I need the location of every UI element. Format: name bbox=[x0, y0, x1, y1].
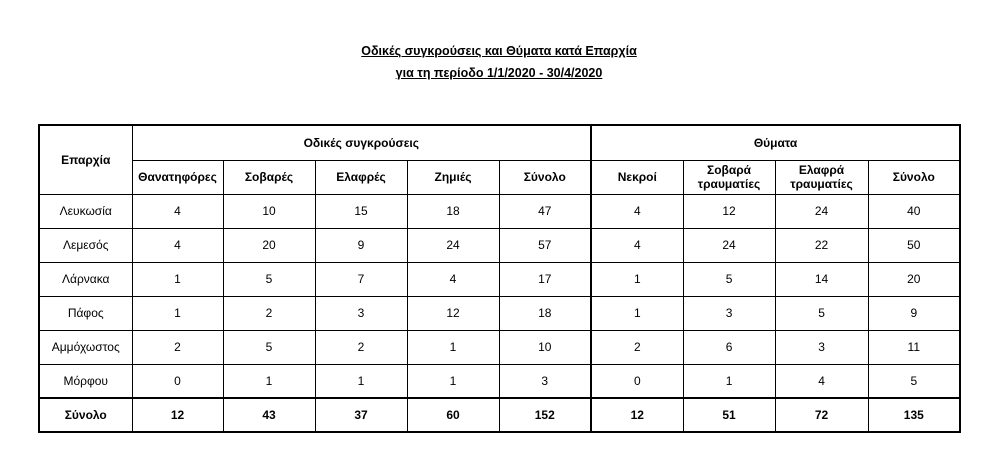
cell-serious: 5 bbox=[223, 330, 315, 364]
cell-slightly-injured: 4 bbox=[775, 364, 868, 398]
cell-serious: 10 bbox=[223, 194, 315, 228]
cell-slightly-injured: 14 bbox=[775, 262, 868, 296]
cell-killed: 2 bbox=[591, 330, 683, 364]
cell-collisions-total: 17 bbox=[499, 262, 591, 296]
cell-damage: 1 bbox=[407, 364, 499, 398]
cell-slightly-injured: 22 bbox=[775, 228, 868, 262]
cell-fatal: 0 bbox=[132, 364, 223, 398]
column-header-killed: Νεκροί bbox=[591, 160, 683, 194]
column-header-damage: Ζημιές bbox=[407, 160, 499, 194]
cell-seriously-injured: 1 bbox=[683, 364, 775, 398]
cell-victims-total: 9 bbox=[868, 296, 960, 330]
district-column-header: Επαρχία bbox=[39, 125, 132, 194]
cell-slight: 37 bbox=[315, 398, 407, 432]
cell-serious: 5 bbox=[223, 262, 315, 296]
district-name: Λευκωσία bbox=[39, 194, 132, 228]
column-header-slightly-injured: Ελαφρά τραυματίες bbox=[775, 160, 868, 194]
cell-killed: 12 bbox=[591, 398, 683, 432]
cell-serious: 1 bbox=[223, 364, 315, 398]
report-title bbox=[0, 40, 988, 84]
cell-killed: 1 bbox=[591, 296, 683, 330]
cell-victims-total: 135 bbox=[868, 398, 960, 432]
cell-fatal: 4 bbox=[132, 228, 223, 262]
cell-fatal: 4 bbox=[132, 194, 223, 228]
cell-serious: 20 bbox=[223, 228, 315, 262]
column-header-slight: Ελαφρές bbox=[315, 160, 407, 194]
total-row bbox=[39, 398, 960, 432]
cell-fatal: 2 bbox=[132, 330, 223, 364]
cell-collisions-total: 18 bbox=[499, 296, 591, 330]
table-row bbox=[39, 194, 960, 228]
district-name: Πάφος bbox=[39, 296, 132, 330]
collisions-group-header: Οδικές συγκρούσεις bbox=[132, 125, 591, 160]
cell-slight: 1 bbox=[315, 364, 407, 398]
cell-victims-total: 11 bbox=[868, 330, 960, 364]
cell-slight: 2 bbox=[315, 330, 407, 364]
cell-damage: 18 bbox=[407, 194, 499, 228]
title-line-2: για τη περίοδο 1/1/2020 - 30/4/2020 bbox=[395, 66, 603, 80]
table-row bbox=[39, 262, 960, 296]
column-header-seriously-injured: Σοβαρά τραυματίες bbox=[683, 160, 775, 194]
table-row bbox=[39, 296, 960, 330]
cell-victims-total: 50 bbox=[868, 228, 960, 262]
cell-slight: 3 bbox=[315, 296, 407, 330]
cell-slight: 15 bbox=[315, 194, 407, 228]
cell-collisions-total: 47 bbox=[499, 194, 591, 228]
cell-seriously-injured: 6 bbox=[683, 330, 775, 364]
cell-collisions-total: 3 bbox=[499, 364, 591, 398]
cell-serious: 43 bbox=[223, 398, 315, 432]
cell-slightly-injured: 72 bbox=[775, 398, 868, 432]
cell-collisions-total: 10 bbox=[499, 330, 591, 364]
cell-slightly-injured: 3 bbox=[775, 330, 868, 364]
column-header-collisions-total: Σύνολο bbox=[499, 160, 591, 194]
cell-seriously-injured: 5 bbox=[683, 262, 775, 296]
cell-damage: 24 bbox=[407, 228, 499, 262]
cell-seriously-injured: 24 bbox=[683, 228, 775, 262]
cell-collisions-total: 152 bbox=[499, 398, 591, 432]
table-row bbox=[39, 330, 960, 364]
column-header-victims-total: Σύνολο bbox=[868, 160, 960, 194]
cell-seriously-injured: 12 bbox=[683, 194, 775, 228]
cell-fatal: 12 bbox=[132, 398, 223, 432]
cell-killed: 4 bbox=[591, 194, 683, 228]
victims-group-header: Θύματα bbox=[591, 125, 960, 160]
cell-killed: 1 bbox=[591, 262, 683, 296]
cell-damage: 1 bbox=[407, 330, 499, 364]
cell-slightly-injured: 5 bbox=[775, 296, 868, 330]
cell-seriously-injured: 51 bbox=[683, 398, 775, 432]
cell-damage: 12 bbox=[407, 296, 499, 330]
title-line-1: Οδικές συγκρούσεις και Θύματα κατά Επαρχία bbox=[361, 44, 637, 58]
table-row bbox=[39, 364, 960, 398]
cell-slight: 7 bbox=[315, 262, 407, 296]
cell-collisions-total: 57 bbox=[499, 228, 591, 262]
district-name: Αμμόχωστος bbox=[39, 330, 132, 364]
cell-serious: 2 bbox=[223, 296, 315, 330]
total-label: Σύνολο bbox=[39, 398, 132, 432]
cell-killed: 0 bbox=[591, 364, 683, 398]
cell-damage: 4 bbox=[407, 262, 499, 296]
statistics-table bbox=[38, 124, 961, 433]
cell-damage: 60 bbox=[407, 398, 499, 432]
cell-victims-total: 40 bbox=[868, 194, 960, 228]
cell-fatal: 1 bbox=[132, 262, 223, 296]
cell-killed: 4 bbox=[591, 228, 683, 262]
column-header-serious: Σοβαρές bbox=[223, 160, 315, 194]
district-name: Λεμεσός bbox=[39, 228, 132, 262]
cell-fatal: 1 bbox=[132, 296, 223, 330]
cell-victims-total: 5 bbox=[868, 364, 960, 398]
cell-seriously-injured: 3 bbox=[683, 296, 775, 330]
cell-victims-total: 20 bbox=[868, 262, 960, 296]
cell-slight: 9 bbox=[315, 228, 407, 262]
cell-slightly-injured: 24 bbox=[775, 194, 868, 228]
district-name: Μόρφου bbox=[39, 364, 132, 398]
district-name: Λάρνακα bbox=[39, 262, 132, 296]
column-header-fatal: Θανατηφόρες bbox=[132, 160, 223, 194]
table-row bbox=[39, 228, 960, 262]
